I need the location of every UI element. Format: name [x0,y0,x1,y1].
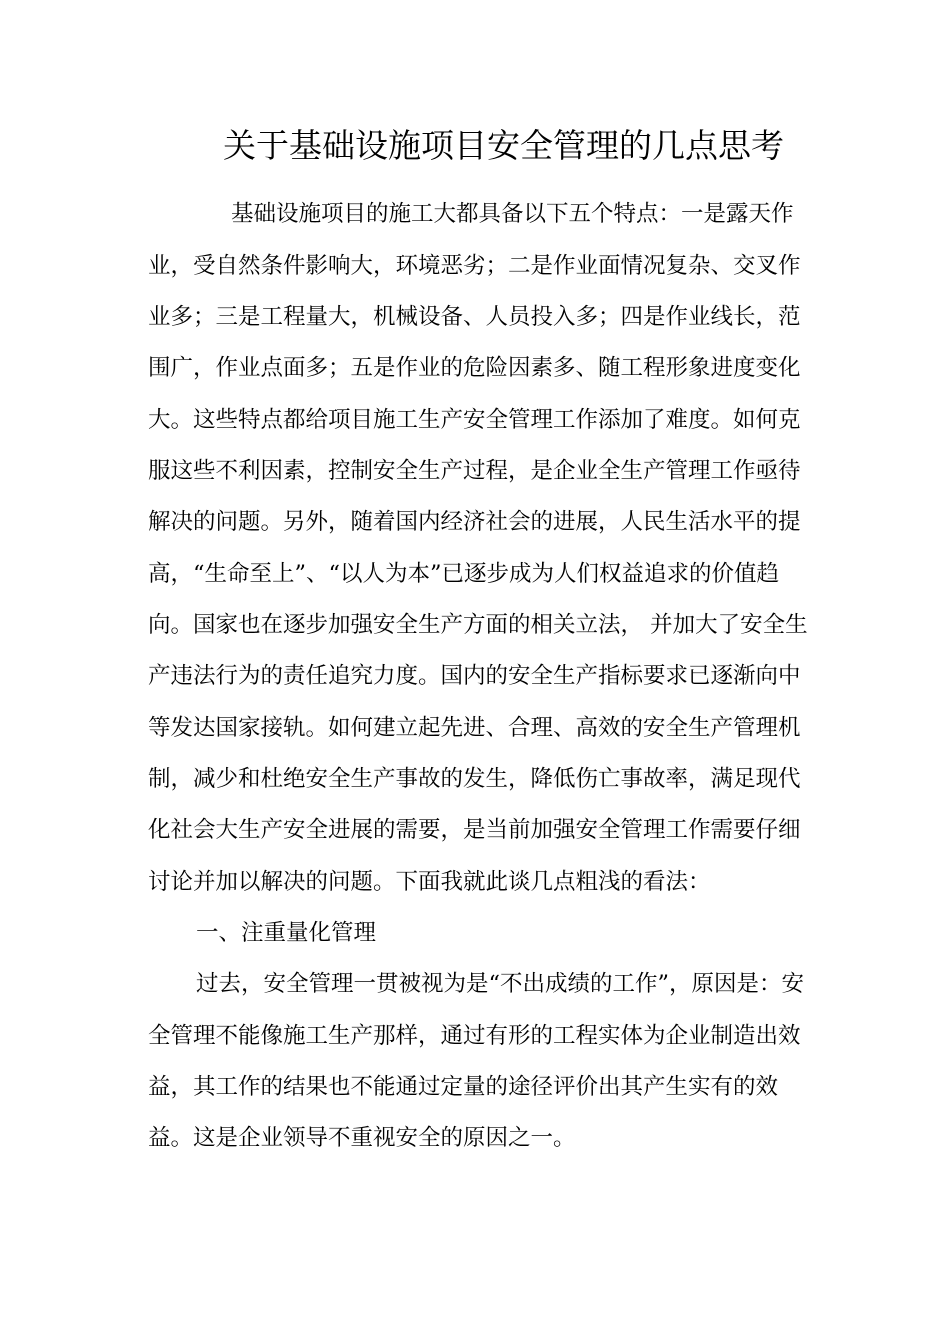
section-heading: 一、注重量化管理 [196,920,377,946]
paragraph-line: 产违法行为的责任追究力度。国内的安全生产指标要求已逐渐向中 [148,663,801,689]
paragraph-line: 解决的问题。另外，随着国内经济社会的进展，人民生活水平的提 [148,509,801,535]
paragraph-line: 全管理不能像施工生产那样，通过有形的工程实体为企业制造出效 [148,1023,801,1049]
paragraph-line: 益，其工作的结果也不能通过定量的途径评价出其产生实有的效 [148,1074,779,1100]
paragraph-line: 基础设施项目的施工大都具备以下五个特点：一是露天作 [231,201,794,227]
document-title: 关于基础设施项目安全管理的几点思考 [223,126,784,165]
paragraph-line: 过去，安全管理一贯被视为是“不出成绩的工作”，原因是：安 [196,971,805,997]
paragraph-line: 化社会大生产安全进展的需要，是当前加强安全管理工作需要仔细 [148,817,801,843]
paragraph-line: 益。这是企业领导不重视安全的原因之一。 [148,1125,576,1151]
paragraph-line: 向。国家也在逐步加强安全生产方面的相关立法， 并加大了安全生 [148,612,808,638]
paragraph-line: 大。这些特点都给项目施工生产安全管理工作添加了难度。如何克 [148,407,801,433]
paragraph-line: 业多；三是工程量大，机械设备、人员投入多；四是作业线长，范 [148,304,801,330]
paragraph-line: 业，受自然条件影响大，环境恶劣；二是作业面情况复杂、交叉作 [148,253,801,279]
paragraph-line: 服这些不利因素，控制安全生产过程，是企业全生产管理工作亟待 [148,458,801,484]
paragraph-line: 高，“生命至上”、“以人为本”已逐步成为人们权益追求的价值趋 [148,561,780,587]
paragraph-line: 制，减少和杜绝安全生产事故的发生，降低伤亡事故率，满足现代 [148,766,801,792]
paragraph-line: 等发达国家接轨。如何建立起先进、合理、高效的安全生产管理机 [148,715,801,741]
paragraph-line: 围广，作业点面多；五是作业的危险因素多、随工程形象进度变化 [148,355,801,381]
paragraph-line: 讨论并加以解决的问题。下面我就此谈几点粗浅的看法： [148,869,711,895]
